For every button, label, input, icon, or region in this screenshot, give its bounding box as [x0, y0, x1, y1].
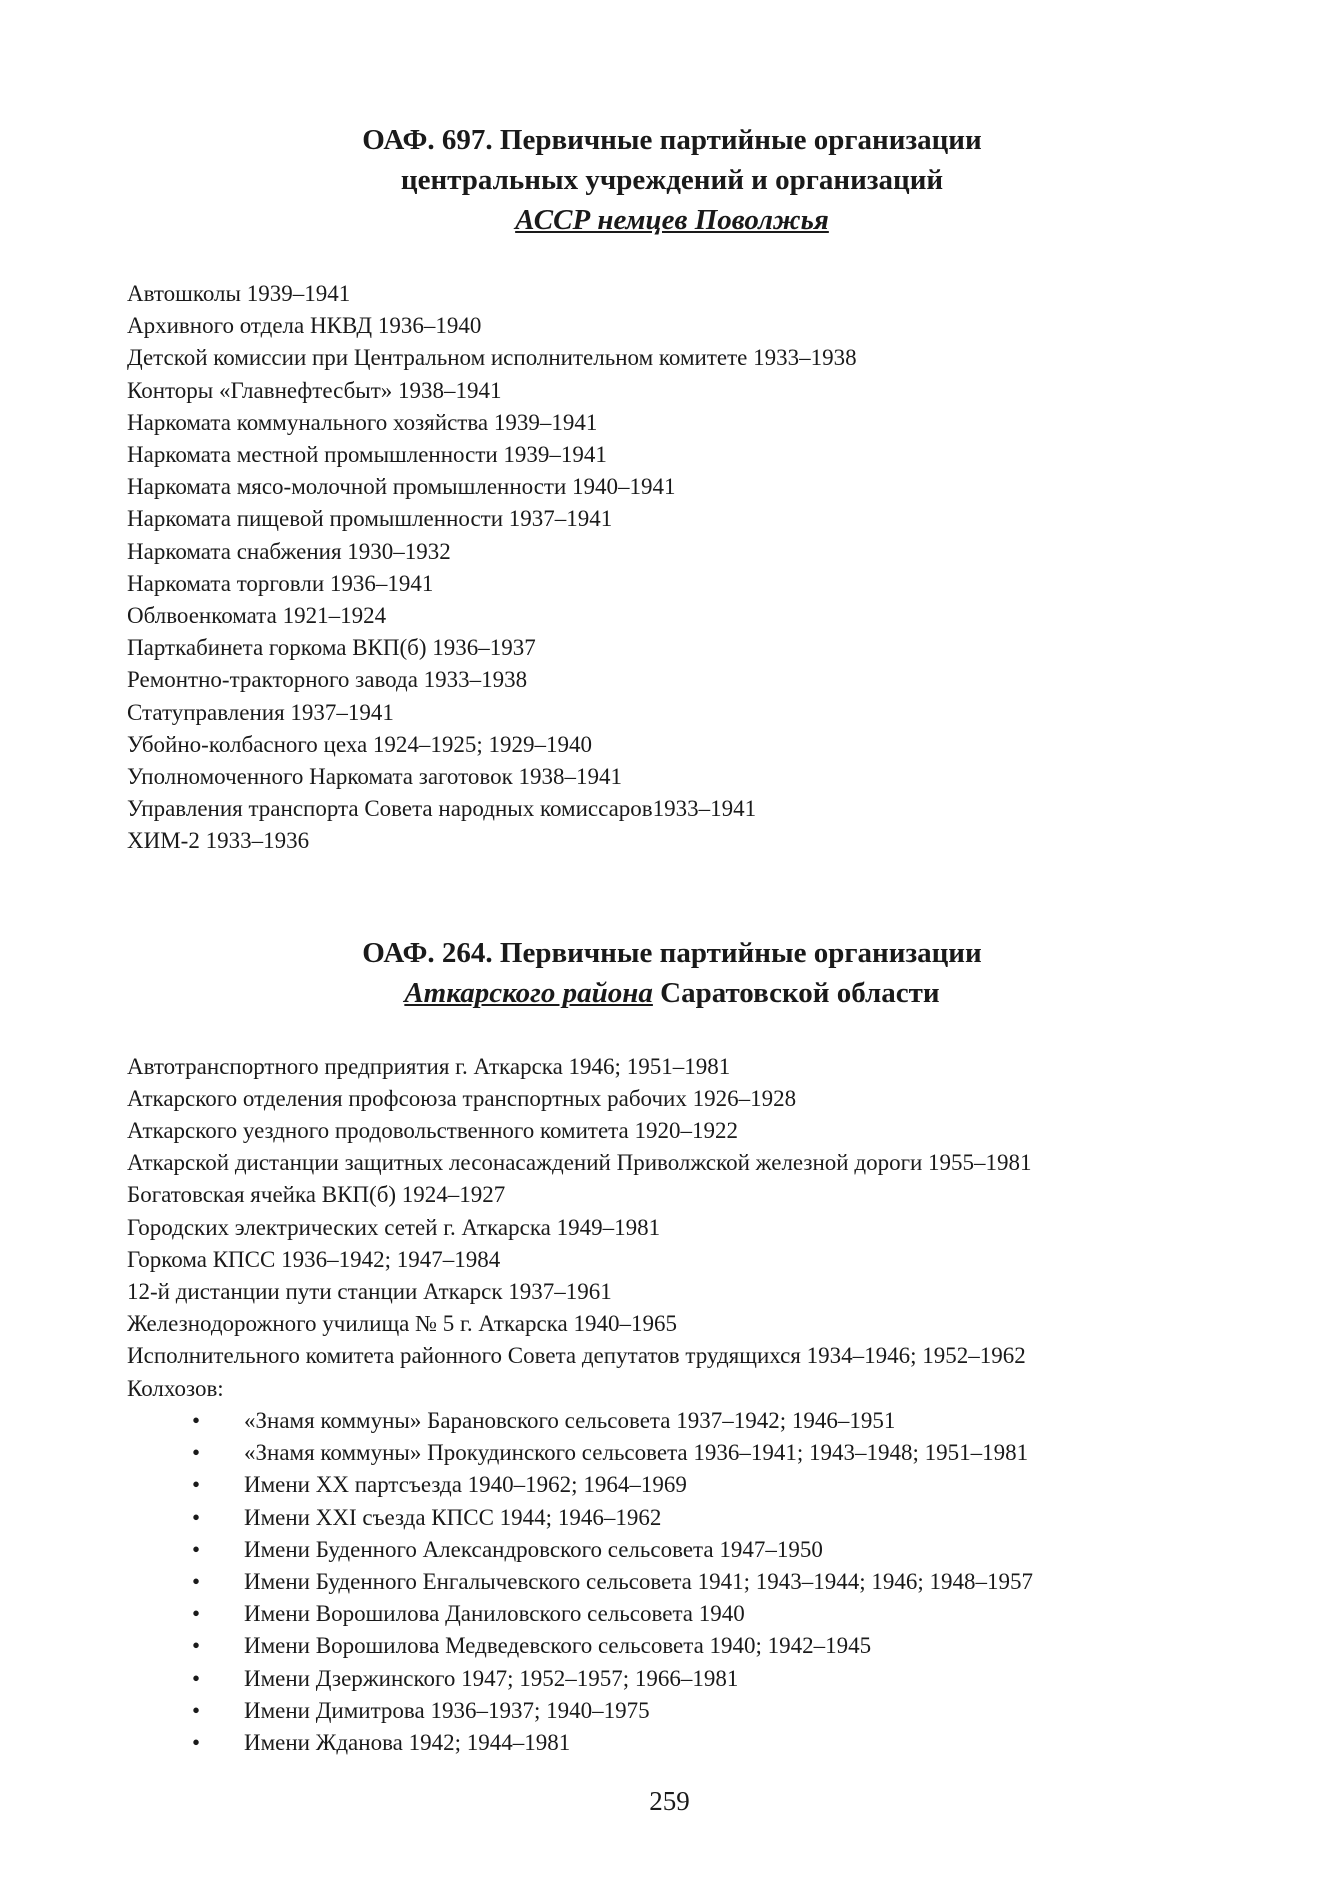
list-item: Наркомата коммунального хозяйства 1939–1941 [127, 409, 598, 435]
list-item: Аткарского уездного продовольственного комитета 1920–1922 [127, 1118, 738, 1144]
list-item: Богатовская ячейка ВКП(б) 1924–1927 [127, 1182, 506, 1208]
bullet-item: • Имени Ворошилова Даниловского сельсовета 1940 [244, 1598, 1217, 1630]
section1-heading [127, 120, 1217, 240]
list-item: Статуправления 1937–1941 [127, 699, 394, 725]
bullet-item: • Имени Буденного Александровского сельсовета 1947–1950 [244, 1534, 1217, 1566]
list-item: Ремонтно-тракторного завода 1933–1938 [127, 667, 528, 693]
list-item: Конторы «Главнефтесбыт» 1938–1941 [127, 377, 502, 403]
list-item: Автотранспортного предприятия г. Аткарска 1946; 1951–1981 [127, 1053, 731, 1079]
bullet-item: • «Знамя коммуны» Прокудинского сельсовета 1936–1941; 1943–1948; 1951–1981 [244, 1437, 1217, 1469]
section2-heading-line1: ОАФ. 264. Первичные партийные организации [362, 936, 982, 969]
kolkhozy-bullet-list [127, 1405, 1217, 1759]
bullet-item: • Имени Жданова 1942; 1944–1981 [244, 1727, 1217, 1759]
list-item: Горкома КПСС 1936–1942; 1947–1984 [127, 1246, 501, 1272]
list-item: Парткабинета горкома ВКП(б) 1936–1937 [127, 635, 536, 661]
list-item: Автошколы 1939–1941 [127, 281, 351, 306]
bullet-item: • Имени Димитрова 1936–1937; 1940–1975 [244, 1695, 1217, 1727]
list-item: Наркомата местной промышленности 1939–1941 [127, 442, 607, 468]
section1-heading-line3 [127, 200, 1217, 240]
bullet-item: • «Знамя коммуны» Барановского сельсовета 1937–1942; 1946–1951 [244, 1405, 1217, 1437]
section1-heading-line2: центральных учреждений и организаций [400, 164, 944, 196]
section2-heading-underlined: Аткарского района [404, 976, 653, 1009]
list-item: Убойно-колбасного цеха 1924–1925; 1929–1940 [127, 731, 593, 757]
list-item: Исполнительного комитета районного Совета депутатов трудящихся 1934–1946; 1952–1962 [127, 1343, 1026, 1369]
list-item: Аткарского отделения профсоюза транспортных рабочих 1926–1928 [127, 1085, 797, 1111]
list-item: Наркомата мясо-молочной промышленности 1940–1941 [127, 474, 676, 500]
list-item: Наркомата торговли 1936–1941 [127, 570, 434, 596]
list-item: Железнодорожного училища № 5 г. Аткарска 1940–1965 [127, 1311, 677, 1337]
list-item: Наркомата снабжения 1930–1932 [127, 538, 451, 564]
section1-heading-line1: ОАФ. 697. Первичные партийные организации [362, 124, 982, 156]
list-item: Городских электрических сетей г. Аткарска 1949–1981 [127, 1214, 661, 1240]
bullet-item: • Имени Ворошилова Медведевского сельсовета 1940; 1942–1945 [244, 1630, 1217, 1662]
list-item-kolkhozy-label: Колхозов: [127, 1375, 224, 1401]
list-item: Облвоенкомата 1921–1924 [127, 603, 387, 629]
list-item: Аткарской дистанции защитных лесонасаждений Приволжской железной дороги 1955–1981 [127, 1150, 1032, 1176]
list-item: Архивного отдела НКВД 1936–1940 [127, 313, 482, 339]
list-item: Уполномоченного Наркомата заготовок 1938–1941 [127, 764, 622, 790]
list-item: Управления транспорта Совета народных комиссаров1933–1941 [127, 796, 757, 822]
document-page [127, 120, 1217, 1759]
section1-list [127, 278, 1217, 858]
section2-heading-line2 [127, 973, 1217, 1013]
section2-list [127, 1051, 1217, 1405]
bullet-item: • Имени Дзержинского 1947; 1952–1957; 1966–1981 [244, 1663, 1217, 1695]
page-number: 259 [649, 1786, 690, 1816]
section2-heading [127, 933, 1217, 1013]
section2-heading-rest: Саратовской области [652, 976, 940, 1009]
list-item: 12-й дистанции пути станции Аткарск 1937–1961 [127, 1279, 612, 1305]
list-item: Детской комиссии при Центральном исполнительном комитете 1933–1938 [127, 345, 857, 371]
bullet-item: • Имени XX партсъезда 1940–1962; 1964–1969 [244, 1469, 1217, 1501]
list-item: Наркомата пищевой промышленности 1937–1941 [127, 506, 613, 532]
bullet-item: • Имени Буденного Енгалычевского сельсовета 1941; 1943–1944; 1946; 1948–1957 [244, 1566, 1217, 1598]
list-item: ХИМ-2 1933–1936 [127, 828, 310, 854]
bullet-item: • Имени XXI съезда КПСС 1944; 1946–1962 [244, 1502, 1217, 1534]
section1-heading-underlined: АССР немцев Поволжья [515, 204, 829, 236]
